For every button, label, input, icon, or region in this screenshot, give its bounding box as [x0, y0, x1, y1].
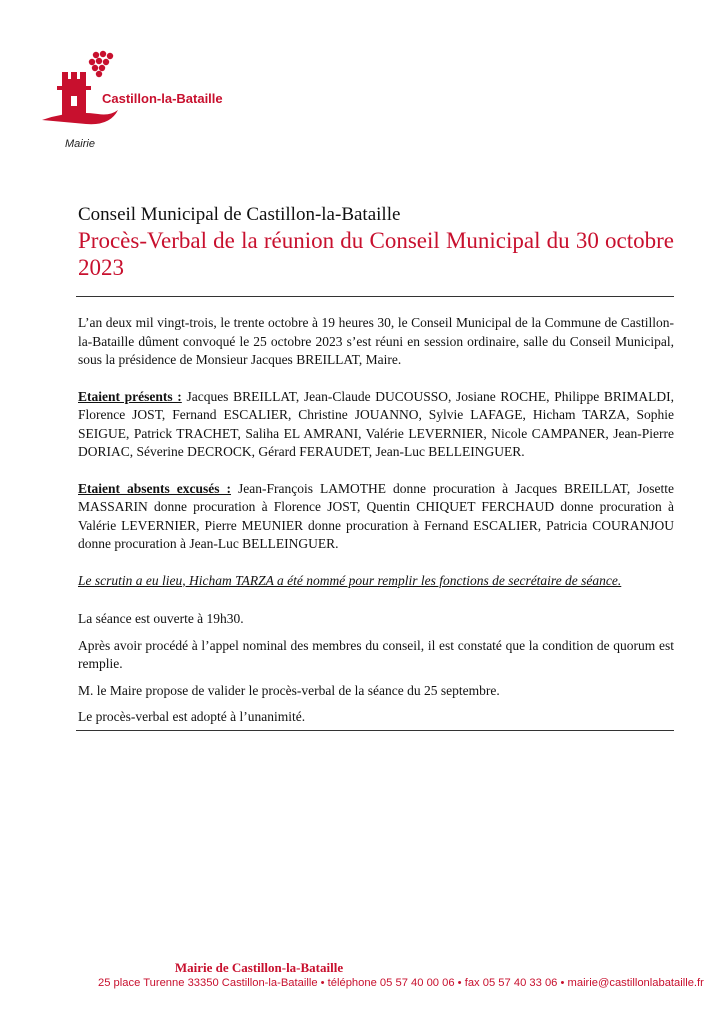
- bottom-divider: [76, 730, 674, 731]
- top-divider: [76, 296, 674, 297]
- validation-line: M. le Maire propose de valider le procès-verbal de la séance du 25 septembre.: [78, 682, 500, 698]
- mairie-logo: [40, 46, 260, 158]
- pv-title: Procès-Verbal de la réunion du Conseil Municipal du 30 octobre 2023: [78, 228, 674, 280]
- session-open-line: La séance est ouverte à 19h30.: [78, 611, 244, 626]
- present-list: Jacques BREILLAT, Jean-Claude DUCOUSSO, Josiane ROCHE, Philippe BRIMALDI, Florence JOST, Fernand ESCALIER, Christine JOUANNO, Sylvie LAFAGE, Hicham TARZA, Sophie SEIGUE, Patrick TRACHET, Saliha EL AMRANI, Valérie LEVERNIER, Nicole CAMPANER, Jean-Pierre DORIAC, Séverine DECROCK, Gérard FERAUDET, Jean-Luc BELLEINGUER.: [78, 388, 674, 459]
- document-heading: [78, 203, 674, 281]
- present-paragraph: [78, 388, 674, 462]
- footer-address: 25 place Turenne 33350 Castillon-la-Bataille • téléphone 05 57 40 00 06 • fax 05 57 40 33 06 • mairie@castillonlabataille.fr: [98, 977, 704, 989]
- absent-paragraph: [78, 480, 674, 554]
- intro-paragraph: L’an deux mil vingt-trois, le trente octobre à 19 heures 30, le Conseil Municipal de la Commune de Castillon-la-Bataille dûment convoqué le 25 octobre 2023 s’est réuni en session ordinaire, salle du Conseil Municipal, sous la présidence de Monsieur Jacques BREILLAT, Maire.: [78, 315, 674, 367]
- absent-list: Jean-François LAMOTHE donne procuration à Jacques BREILLAT, Josette MASSARIN donne procuration à Florence JOST, Quentin CHIQUET FERCHAUD donne procuration à Valérie LEVERNIER, Pierre MEUNIER donne procuration à Fernand ESCALIER, Patricia COURANJOU donne procuration à Jean-Luc BELLEINGUER.: [78, 480, 674, 551]
- quorum-line: Après avoir procédé à l’appel nominal des membres du conseil, il est constaté que la condition de quorum est remplie.: [78, 637, 674, 671]
- logo-town-name: Castillon-la-Bataille: [102, 91, 223, 106]
- grapes-icon: [89, 51, 113, 77]
- adoption-line: Le procès-verbal est adopté à l’unanimité.: [78, 709, 306, 724]
- council-title: Conseil Municipal de Castillon-la-Bataille: [78, 204, 401, 225]
- present-label: Etaient présents :: [78, 388, 182, 404]
- logo-mairie-label: Mairie: [65, 138, 95, 150]
- castle-icon: [57, 72, 91, 115]
- document-body: [78, 314, 674, 735]
- footer-title: Mairie de Castillon-la-Bataille: [174, 960, 344, 975]
- absent-label: Etaient absents excusés :: [78, 480, 231, 496]
- scrutin-note: Le scrutin a eu lieu, Hicham TARZA a été nommé pour remplir les fonctions de secrétaire de séance.: [78, 572, 622, 588]
